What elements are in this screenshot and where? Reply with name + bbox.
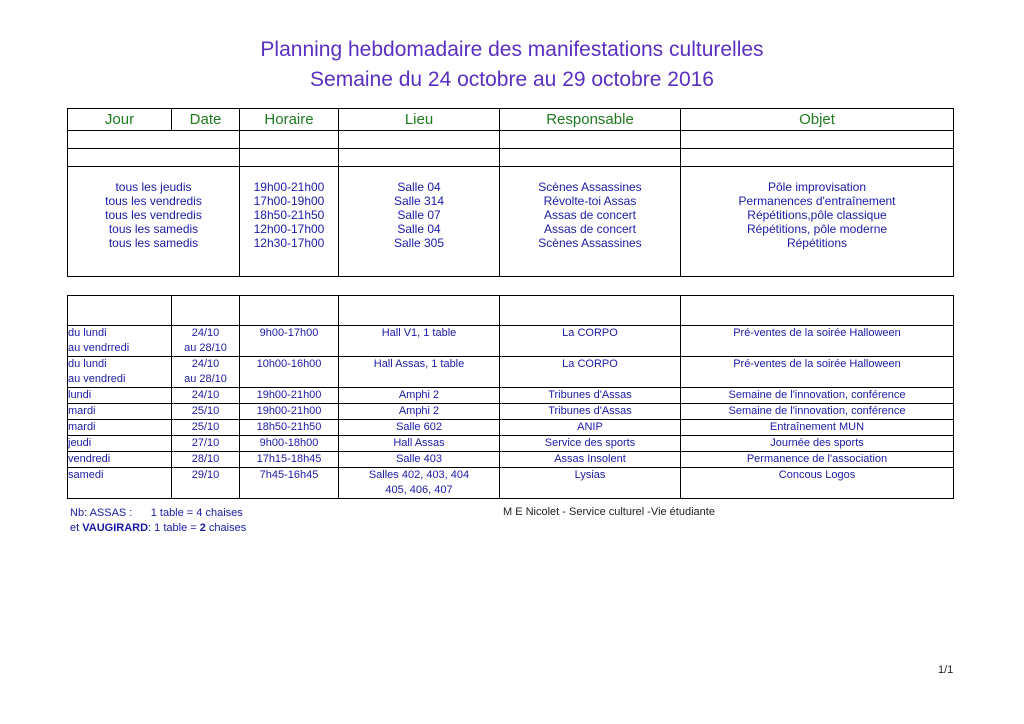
recurring-jour-cell — [68, 167, 240, 277]
table-row — [68, 357, 954, 388]
recurring-responsable-cell — [500, 167, 681, 277]
event-responsable: Assas Insolent — [500, 452, 681, 468]
event-date: 28/10 — [172, 452, 240, 468]
event-lieu: Hall Assas — [339, 436, 500, 452]
recurring-lieu: Salle 305 — [393, 236, 445, 250]
recurring-objet: Répétitions, pôle moderne — [746, 222, 888, 236]
note-assas-rule: 1 table = 4 chaises — [150, 507, 243, 519]
recurring-lieu: Salle 04 — [397, 180, 441, 194]
event-horaire: 7h45-16h45 — [240, 468, 339, 499]
table-row — [68, 436, 954, 452]
empty-row — [68, 296, 954, 326]
event-horaire: 17h15-18h45 — [240, 452, 339, 468]
event-jour: lundi — [68, 388, 172, 404]
table-row — [68, 468, 954, 499]
event-lieu-line: 405, 406, 407 — [385, 484, 453, 496]
event-lieu: Hall Assas, 1 table — [339, 357, 500, 388]
recurring-objet: Répétitions — [786, 236, 848, 250]
recurring-lieu: Salle 07 — [397, 208, 441, 222]
recurring-lieu: Salle 04 — [397, 222, 441, 236]
event-lieu — [339, 468, 500, 499]
event-responsable: Service des sports — [500, 436, 681, 452]
recurring-horaire: 17h00-19h00 — [253, 194, 325, 208]
event-date — [172, 357, 240, 388]
event-objet: Pré-ventes de la soirée Halloween — [681, 357, 954, 388]
recurring-objet: Pôle improvisation — [767, 180, 867, 194]
table-row — [68, 404, 954, 420]
event-jour: mardi — [68, 420, 172, 436]
note-assas-prefix: Nb: ASSAS : — [70, 507, 133, 519]
recurring-jour: tous les vendredis — [105, 194, 202, 208]
event-objet: Permanence de l'association — [681, 452, 954, 468]
table-row — [68, 420, 954, 436]
recurring-jour: tous les jeudis — [115, 180, 192, 194]
recurring-events-row — [68, 167, 954, 277]
recurring-jour: tous les samedis — [108, 236, 199, 250]
event-jour: vendredi — [68, 452, 172, 468]
event-date-line: au 28/10 — [184, 342, 227, 354]
header-jour: Jour — [68, 109, 172, 131]
header-date: Date — [172, 109, 240, 131]
event-jour-line: du lundi — [68, 358, 107, 370]
event-jour-line: au vendredi — [68, 373, 126, 385]
event-date: 24/10 — [172, 388, 240, 404]
event-objet: Entraînement MUN — [681, 420, 954, 436]
recurring-horaire: 12h30-17h00 — [253, 236, 325, 250]
event-lieu: Salle 403 — [339, 452, 500, 468]
event-horaire: 19h00-21h00 — [240, 388, 339, 404]
table-row — [68, 326, 954, 357]
event-date: 25/10 — [172, 404, 240, 420]
signature: M E Nicolet - Service culturel -Vie étudiante — [503, 506, 715, 518]
weekly-events-table — [67, 295, 954, 499]
header-responsable: Responsable — [500, 109, 681, 131]
recurring-horaire-cell — [240, 167, 339, 277]
event-lieu: Hall V1, 1 table — [339, 326, 500, 357]
event-lieu: Amphi 2 — [339, 388, 500, 404]
event-objet: Semaine de l'innovation, conférence — [681, 404, 954, 420]
event-responsable: ANIP — [500, 420, 681, 436]
note-vaugirard-end: chaises — [208, 522, 247, 534]
page-number: 1/1 — [938, 664, 954, 676]
recurring-horaire: 18h50-21h50 — [253, 208, 325, 222]
event-date-line: 24/10 — [191, 327, 220, 339]
event-horaire: 18h50-21h50 — [240, 420, 339, 436]
event-objet: Journée des sports — [681, 436, 954, 452]
recurring-responsable: Assas de concert — [543, 208, 637, 222]
note-vaugirard-mid: : 1 table = — [148, 522, 197, 534]
event-horaire: 10h00-16h00 — [240, 357, 339, 388]
event-jour — [68, 357, 172, 388]
event-jour: jeudi — [68, 436, 172, 452]
event-horaire: 9h00-18h00 — [240, 436, 339, 452]
recurring-objet: Répétitions,pôle classique — [747, 208, 887, 222]
recurring-responsable: Scènes Assassines — [538, 180, 642, 194]
note-et: et — [70, 522, 80, 534]
table-header-row — [68, 109, 954, 131]
event-objet: Concous Logos — [681, 468, 954, 499]
event-date: 27/10 — [172, 436, 240, 452]
event-responsable: Tribunes d'Assas — [500, 388, 681, 404]
event-lieu-line: Salles 402, 403, 404 — [368, 469, 470, 481]
empty-row — [68, 149, 954, 167]
event-objet: Semaine de l'innovation, conférence — [681, 388, 954, 404]
header-objet: Objet — [681, 109, 954, 131]
recurring-objet: Permanences d'entraînement — [738, 194, 896, 208]
recurring-responsable: Assas de concert — [543, 222, 637, 236]
event-lieu: Amphi 2 — [339, 404, 500, 420]
event-date — [172, 326, 240, 357]
event-date: 29/10 — [172, 468, 240, 499]
page-subtitle: Semaine du 24 octobre au 29 octobre 2016 — [310, 68, 714, 91]
note-vaugirard-count: 2 — [199, 522, 206, 534]
event-date-line: au 28/10 — [184, 373, 227, 385]
recurring-jour: tous les samedis — [108, 222, 199, 236]
recurring-schedule-table — [67, 108, 954, 277]
recurring-jour: tous les vendredis — [105, 208, 202, 222]
header-lieu: Lieu — [339, 109, 500, 131]
note-vaugirard-label: VAUGIRARD — [82, 522, 149, 534]
event-jour-line: au vendrredi — [68, 342, 130, 354]
recurring-lieu: Salle 314 — [393, 194, 445, 208]
event-objet: Pré-ventes de la soirée Halloween — [681, 326, 954, 357]
event-jour: samedi — [68, 468, 172, 499]
table-row — [68, 452, 954, 468]
event-horaire: 9h00-17h00 — [240, 326, 339, 357]
event-jour — [68, 326, 172, 357]
event-responsable: La CORPO — [500, 357, 681, 388]
event-responsable: Lysias — [500, 468, 681, 499]
recurring-objet-cell — [681, 167, 954, 277]
note-assas — [70, 506, 243, 521]
event-date: 25/10 — [172, 420, 240, 436]
recurring-responsable: Scènes Assassines — [538, 236, 642, 250]
recurring-responsable: Révolte-toi Assas — [543, 194, 637, 208]
event-lieu: Salle 602 — [339, 420, 500, 436]
event-jour-line: du lundi — [68, 327, 107, 339]
note-vaugirard — [70, 521, 246, 536]
empty-row — [68, 131, 954, 149]
event-responsable: Tribunes d'Assas — [500, 404, 681, 420]
recurring-horaire: 19h00-21h00 — [253, 180, 325, 194]
header-horaire: Horaire — [240, 109, 339, 131]
event-jour: mardi — [68, 404, 172, 420]
recurring-horaire: 12h00-17h00 — [253, 222, 325, 236]
recurring-lieu-cell — [339, 167, 500, 277]
event-date-line: 24/10 — [191, 358, 220, 370]
event-responsable: La CORPO — [500, 326, 681, 357]
page-title: Planning hebdomadaire des manifestations culturelles — [260, 38, 764, 61]
table-row — [68, 388, 954, 404]
event-horaire: 19h00-21h00 — [240, 404, 339, 420]
